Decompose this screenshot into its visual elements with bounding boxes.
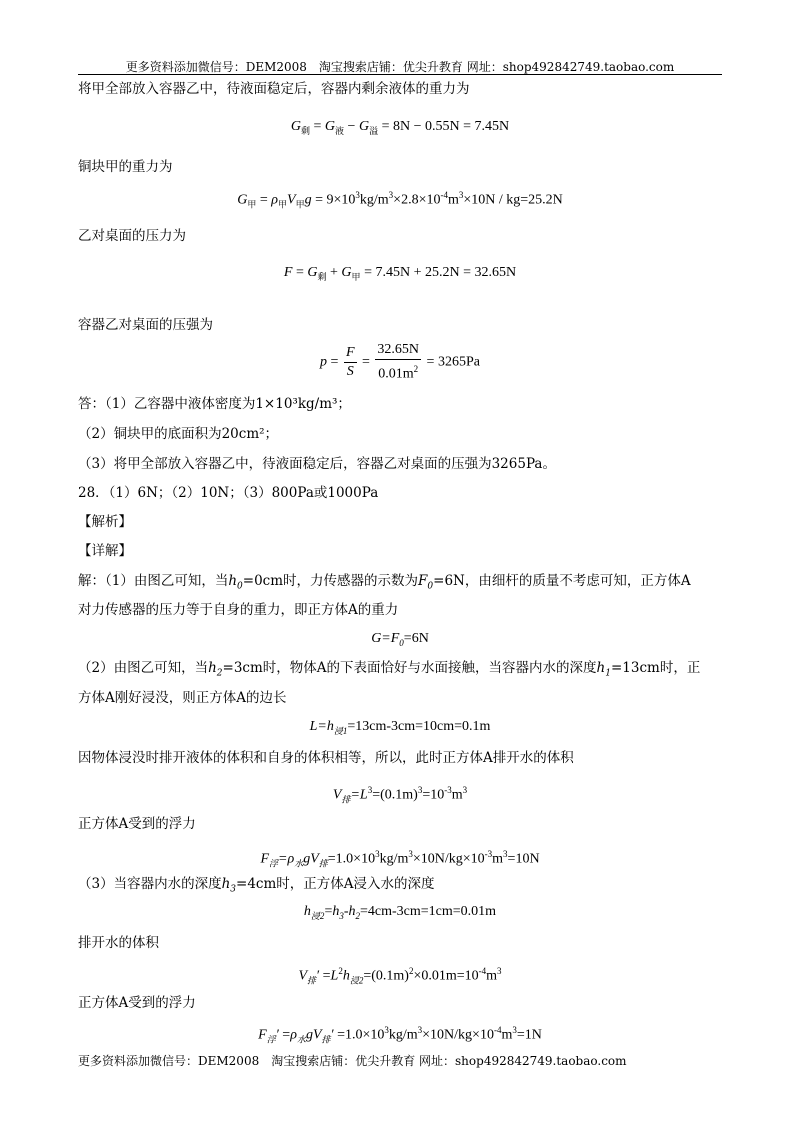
text-line: 方体A刚好浸没，则正方体A的边长 [78,690,287,706]
fraction-f-over-s: $\frac{F}{S}$ [345,344,355,379]
text-line: 对力传感器的压力等于自身的重力，即正方体A的重力 [78,602,399,618]
formula-copper-weight: $G_甲 = \rho_甲V_甲g = 9\times 10^3kg/m^3\times 2.8\times 10^{-4}m^3\times 10N / kg=25.2N$ [237,190,563,210]
answer-line-1: 答：（1）乙容器中液体密度为1×10³kg/m³； [78,396,351,412]
formula-displaced-volume: $V_排=L^3=(0.1m)^3=10^{-3}m^3$ [332,785,468,805]
fraction-values: $\frac{32.65N}{0.01m^2}$ [377,342,420,382]
page-header: 更多资料添加微信号：DEM2008 淘宝搜索店铺：优尖升教育 网址：shop492842749.taobao.com [125,60,675,74]
text-line: （2）由图乙可知，当$h_2=3cm$时，物体A的下表面恰好与水面接触，当容器内水的深度$h_1=13cm$时，正 [78,660,701,679]
text-line: 乙对桌面的压力为 [78,228,186,244]
answer-line-3: （3）将甲全部放入容器乙中，待液面稳定后，容器乙对桌面的压强为3265Pa。 [78,456,556,472]
text-line: 正方体A受到的浮力 [78,816,196,832]
text-line: 因物体浸没时排开液体的体积和自身的体积相等，所以，此时正方体A排开水的体积 [78,750,574,766]
formula-displaced-volume-2: $V_排' =L^2h_{浸2}=(0.1m)^2\times 0.01m=10^{-4}m^3$ [298,966,502,986]
formula-gravity: $G=F_0=6N$ [371,631,429,648]
formula-remaining-weight: $G_剩 = G_液 - G_溢 = 8N - 0.55N = 7.45N$ [290,119,510,136]
text-line: 正方体A受到的浮力 [78,995,196,1011]
text-line: 解：（1）由图乙可知，当$h_0=0cm$时，力传感器的示数为$F_0=6N$，由细杆的质量不考虑可知，正方体A [78,573,691,592]
section-xiangjie: 【详解】 [78,543,132,559]
answer-line-2: （2）铜块甲的底面积为20cm²； [78,426,279,442]
formula-buoyancy: $F_浮=\rho_水gV_排=1.0\times 10^3kg/m^3\times 10N/kg\times 10^{-3}m^3=10N$ [260,849,540,869]
text-line: 铜块甲的重力为 [78,159,173,175]
formula-pressure: p = $\frac{F}{S}$ = $\frac{32.65N}{0.01m^2}$ = 3265Pa [320,342,480,382]
text-line: 将甲全部放入容器乙中，待液面稳定后，容器内剩余液体的重力为 [78,81,470,97]
text-line: 排开水的体积 [78,935,159,951]
formula-pressure-force: $F = G_剩 + G_甲 = 7.45N + 25.2N = 32.65N$ [283,265,517,282]
page-footer: 更多资料添加微信号：DEM2008 淘宝搜索店铺：优尖升教育 网址：shop492842749.taobao.com [78,1054,627,1068]
formula-edge-length: $L=h_{浸1}=13cm-3cm=10cm=0.1m$ [309,719,491,736]
formula-immersion-depth: $h_{浸2}=h_3-h_2=4cm-3cm=1cm=0.01m$ [303,904,497,921]
question-28-answer: 28．（1）6N；（2）10N；（3）800Pa或1000Pa [78,485,379,501]
header-rule [78,74,722,75]
section-jiexi: 【解析】 [78,514,132,530]
text-line: 容器乙对桌面的压强为 [78,317,213,333]
text-line: （3）当容器内水的深度$h_3=4cm$时，正方体A浸入水的深度 [78,876,435,895]
formula-buoyancy-2: $F_浮' =\rho_水gV_排' =1.0\times 10^3kg/m^3\times 10N/kg\times 10^{-4}m^3=1N$ [258,1025,542,1045]
